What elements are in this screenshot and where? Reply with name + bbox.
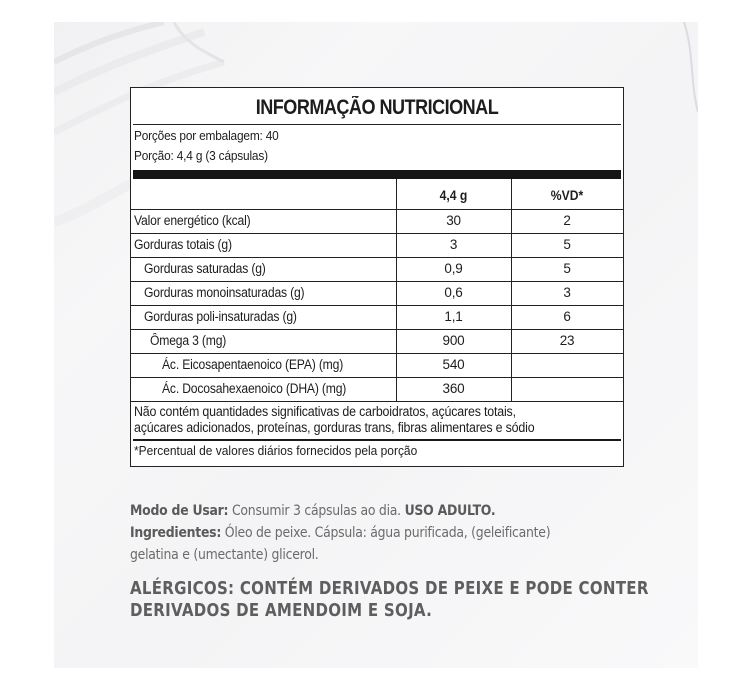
- adult-use-label: USO ADULTO.: [404, 503, 496, 519]
- nutrient-name: Valor energético (kcal): [134, 213, 251, 228]
- table-row: [131, 257, 623, 281]
- servings-per-package: Porções por embalagem: 40: [134, 128, 279, 143]
- column-header-amount: 4,4 g: [439, 188, 468, 203]
- nutrient-name: Ômega 3 (mg): [150, 333, 227, 348]
- table-row: [131, 377, 623, 401]
- not-significant-note: [134, 404, 580, 436]
- nutrient-dv: 5: [563, 237, 571, 252]
- allergen-line: DERIVADOS DE AMENDOIM E SOJA.: [130, 601, 433, 621]
- table-row: [131, 305, 623, 329]
- table-row: [131, 353, 623, 377]
- nutrient-dv: 5: [563, 261, 571, 276]
- table-row: [131, 233, 623, 257]
- usage-instructions: [130, 500, 650, 566]
- nutrient-amount: 540: [442, 357, 465, 372]
- nutrient-name: Gorduras totais (g): [134, 237, 232, 252]
- ingredients: [130, 522, 577, 544]
- nutrient-name: Ác. Docosahexaenoico (DHA) (mg): [162, 381, 347, 396]
- ingredients-label: Ingredientes:: [130, 525, 222, 541]
- nutrient-amount: 3: [449, 237, 458, 252]
- nutrient-dv: 23: [559, 333, 575, 348]
- note-line: Não contém quantidades significativas de carboidratos, açúcares totais,: [134, 404, 516, 419]
- nutrient-amount: 0,6: [444, 285, 463, 300]
- table-row: [131, 209, 623, 233]
- nutrient-dv: 3: [563, 285, 571, 300]
- allergen-line: ALÉRGICOS: CONTÉM DERIVADOS DE PEIXE E PODE CONTER: [130, 579, 649, 599]
- nutrient-amount: 360: [442, 381, 465, 396]
- ingredients-text: Óleo de peixe. Cápsula: água purificada, (geleificante): [221, 525, 551, 541]
- thick-divider: [133, 170, 621, 179]
- nutrient-name: Gorduras monoinsaturadas (g): [144, 285, 305, 300]
- note-line: açúcares adicionados, proteínas, gorduras trans, fibras alimentares e sódio: [134, 420, 535, 435]
- mode-of-use-text: Consumir 3 cápsulas ao dia.: [228, 503, 405, 519]
- nutrition-facts-table: [130, 87, 624, 467]
- divider: [131, 401, 623, 402]
- nutrition-title: INFORMAÇÃO NUTRICIONAL: [255, 96, 499, 119]
- daily-value-footnote: *Percentual de valores diários fornecidos pela porção: [134, 443, 418, 458]
- note-divider: [133, 439, 621, 441]
- nutrient-name: Gorduras poli-insaturadas (g): [144, 309, 297, 324]
- nutrient-dv: 2: [563, 213, 571, 228]
- divider: [133, 124, 621, 125]
- nutrient-dv: 6: [563, 309, 571, 324]
- column-header-daily-value: %VD*: [550, 188, 584, 203]
- nutrient-amount: 30: [446, 213, 461, 228]
- nutrient-name: Gorduras saturadas (g): [144, 261, 266, 276]
- nutrient-amount: 0,9: [444, 261, 463, 276]
- allergen-warning: [130, 578, 733, 622]
- nutrient-amount: 1,1: [444, 309, 463, 324]
- mode-of-use-label: Modo de Usar:: [130, 503, 229, 519]
- mode-of-use: [130, 500, 577, 522]
- table-row: [131, 329, 623, 353]
- table-row: [131, 281, 623, 305]
- ingredients-continued: gelatina e (umectante) glicerol.: [130, 547, 319, 563]
- nutrient-amount: 900: [442, 333, 465, 348]
- serving-size: Porção: 4,4 g (3 cápsulas): [134, 148, 268, 163]
- table-header-row: [131, 179, 623, 209]
- nutrient-name: Ác. Eicosapentaenoico (EPA) (mg): [162, 357, 344, 372]
